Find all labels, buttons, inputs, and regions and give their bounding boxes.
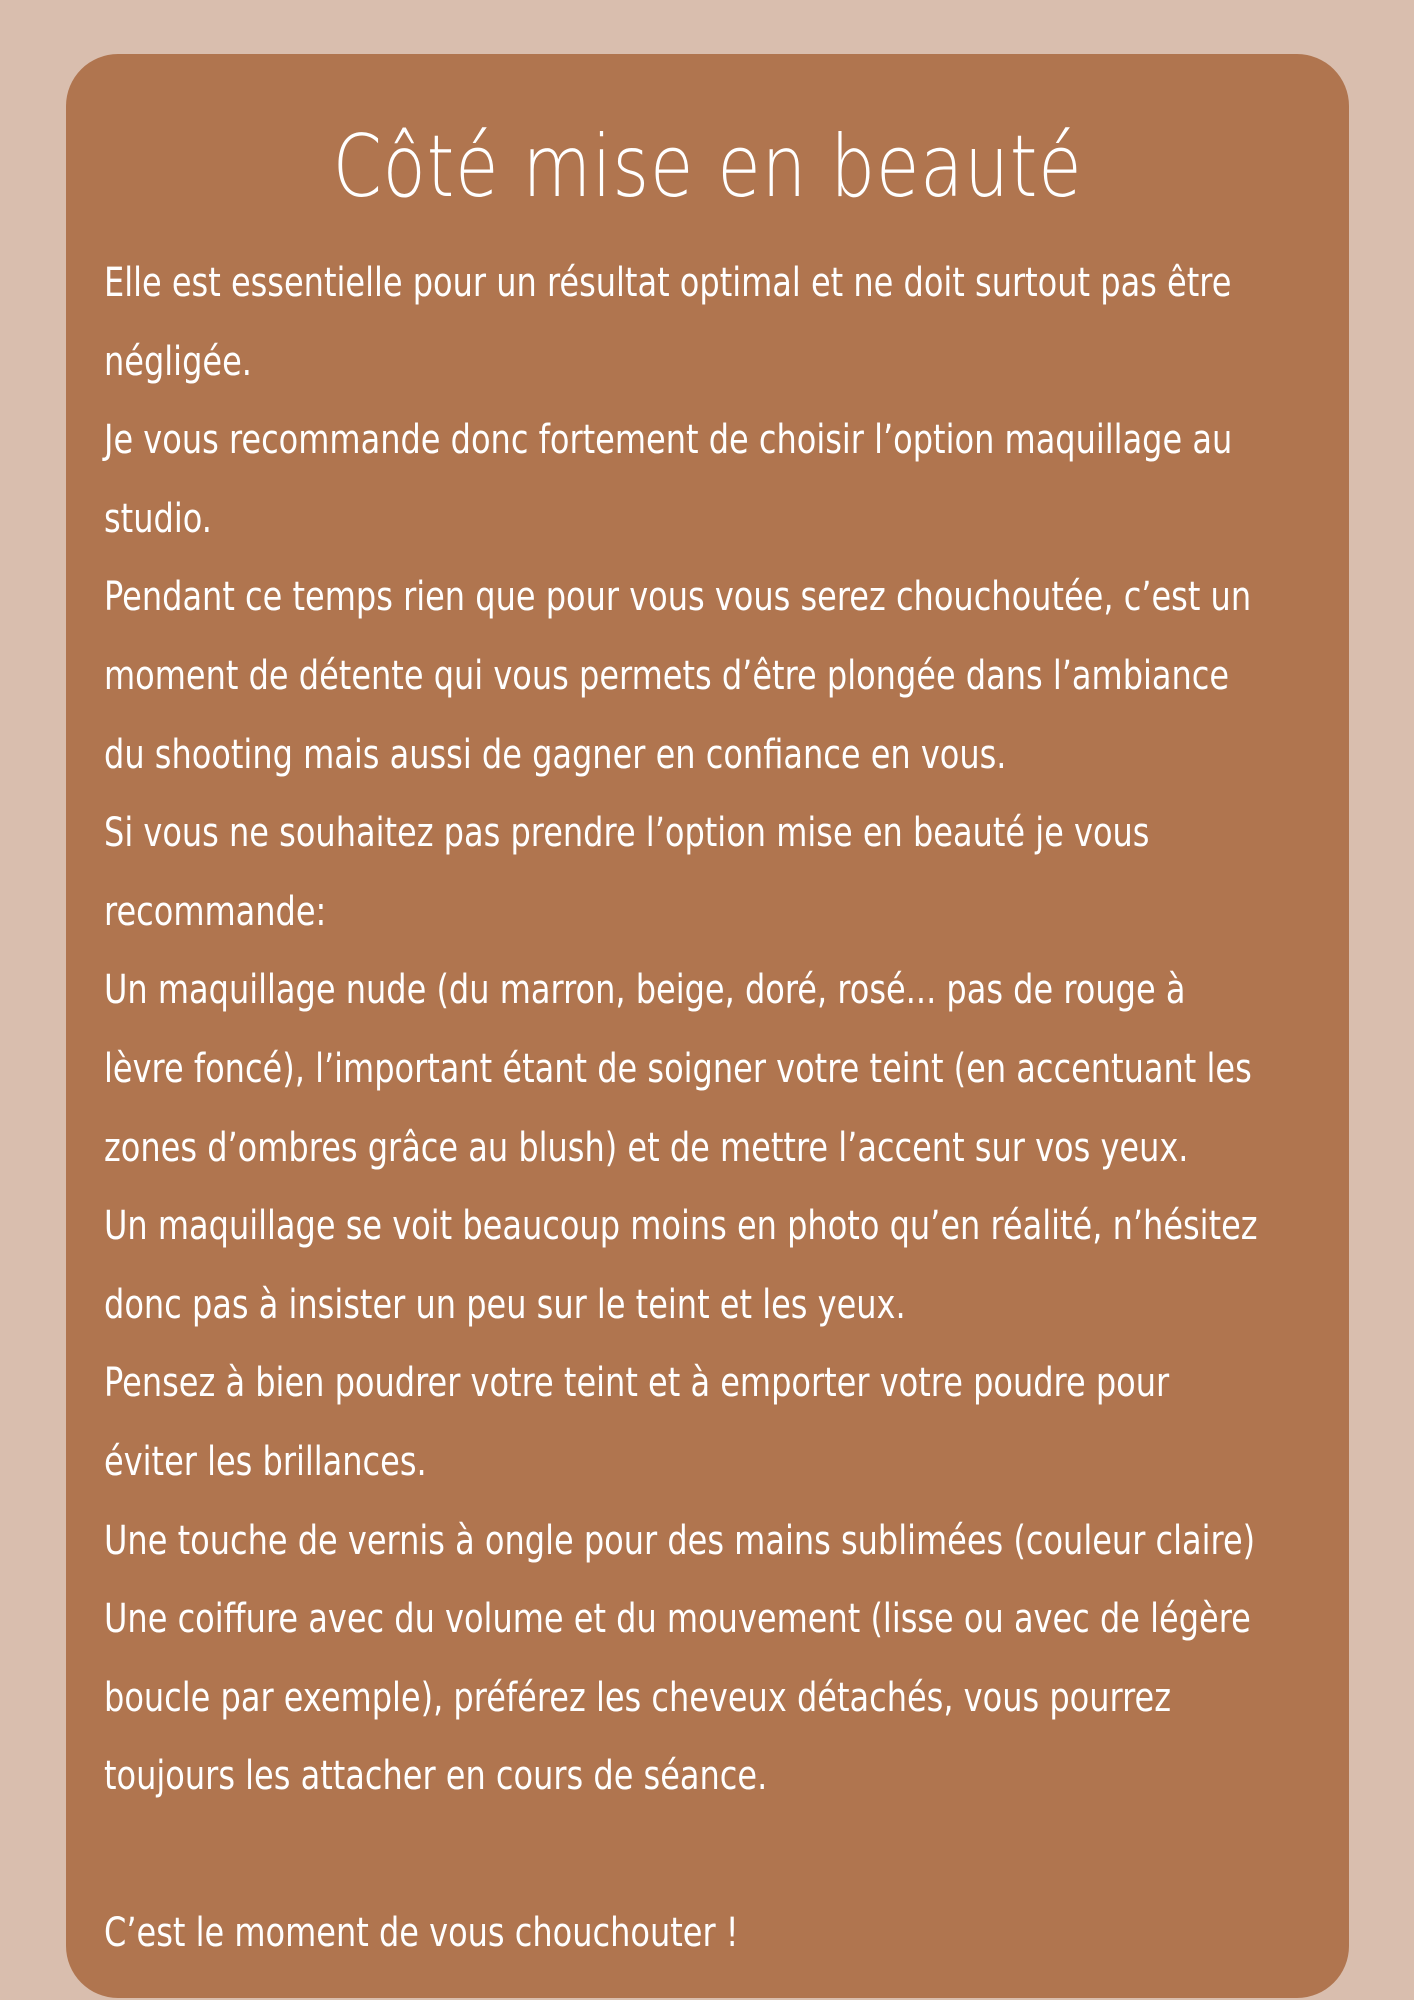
paragraph-pampering: Pendant ce temps rien que pour vous vous serez chouchoutée, c’est un moment de détente qui vous permets d’être plongée dans l’ambiance du shooting mais aussi de gagner en confiance en vous.: [104, 574, 1252, 778]
paragraph-hairstyle: Une coiffure avec du volume et du mouvement (lisse ou avec de légère boucle par exemple), préférez les cheveux détachés, vous pourrez toujours les attacher en cours de séance.: [104, 1596, 1251, 1800]
page-title: Côté mise en beauté: [332, 117, 1083, 217]
paragraph-spacer: [104, 1816, 1272, 1895]
body-text: [104, 244, 1272, 1973]
paragraph-nail-polish: Une touche de vernis à ongle pour des mains sublimées (couleur claire): [104, 1517, 1256, 1564]
paragraph-nude-makeup: Un maquillage nude (du marron, beige, doré, rosé... pas de rouge à lèvre foncé), l’important étant de soigner votre teint (en accentuant les zones d’ombres grâce au blush) et de mettre l’accent sur vos yeux.: [104, 967, 1252, 1171]
paragraph-no-option: Si vous ne souhaitez pas prendre l’option mise en beauté je vous recommande:: [104, 810, 1150, 935]
paragraph-intro: Elle est essentielle pour un résultat optimal et ne doit surtout pas être négligée.: [104, 260, 1232, 385]
paragraph-recommendation: Je vous recommande donc fortement de choisir l’option maquillage au studio.: [104, 417, 1233, 542]
paragraph-photo-tip: Un maquillage se voit beaucoup moins en photo qu’en réalité, n’hésitez donc pas à insister un peu sur le teint et les yeux.: [104, 1203, 1258, 1328]
content-card: [66, 54, 1349, 1998]
closing-line: C’est le moment de vous chouchouter !: [104, 1910, 739, 1957]
paragraph-powder: Pensez à bien poudrer votre teint et à emporter votre poudre pour éviter les brillances.: [104, 1360, 1170, 1485]
